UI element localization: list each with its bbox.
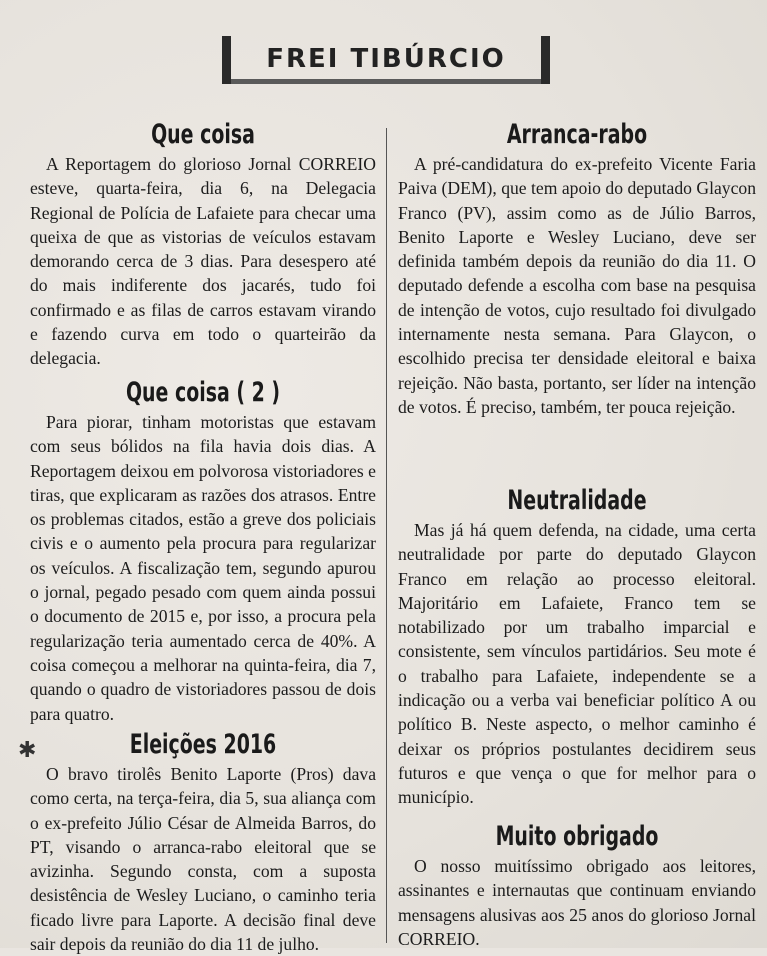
column-divider	[386, 128, 387, 943]
article-headline: Que coisa ( 2 )	[125, 377, 281, 408]
masthead-underline	[231, 79, 541, 84]
article-body: O bravo tirolês Benito Laporte (Pros) dava como certa, na terça-feira, dia 5, sua aliança com o ex-prefeito Júlio César de Almeida Barros, do PT, visando o arranca-rabo eleitoral que se avizinha. Segundo consta, com a suposta desistência de Wesley Luciano, o caminho teria ficado livre para Laporte. A decisão final deve sair depois da reunião do dia 11 de julho.	[30, 764, 376, 955]
masthead-bar-left	[222, 36, 231, 84]
article-neutralidade	[398, 484, 756, 810]
article-body: Mas já há quem defenda, na cidade, uma certa neutralidade por parte do deputado Glaycon Franco em relação ao processo eleitoral. Majoritário em Lafaiete, Franco tem se notabilizado por um trabalho imparcial e consistente, sem vínculos partidários. Seu mote é o trabalho para Lafaiete, independente se a indicação ou a verba vai beneficiar político A ou político B. Neste aspecto, o melhor caminho é deixar os próprios postulantes decidirem seus futuros e que vença o que for melhor para o município.	[398, 520, 756, 808]
article-eleicoes-2016	[30, 728, 376, 956]
article-headline: Neutralidade	[507, 485, 647, 516]
article-headline: Arranca-rabo	[506, 119, 648, 150]
masthead-bar-right	[541, 36, 550, 84]
article-body: A pré-candidatura do ex-prefeito Vicente Faria Paiva (DEM), que tem apoio do deputado Glaycon Franco (PV), assim como as de Júlio Barros, Benito Laporte e Wesley Luciano, deve ser definida também depois da reunião do dia 11. O deputado defende a escolha com base na pesquisa de intenção de votos, cujo resultado foi divulgado internamente nesta semana. Para Glaycon, o escolhido precisa ter densidade eleitoral e baixa rejeição. Não basta, portanto, ser líder na intenção de votos. É preciso, também, ter pouca rejeição.	[398, 154, 756, 417]
article-headline: Que coisa	[151, 119, 255, 150]
article-muito-obrigado	[398, 820, 756, 951]
article-que-coisa-2	[30, 376, 376, 726]
article-headline: Muito obrigado	[495, 821, 659, 852]
article-headline: Eleições 2016	[129, 729, 277, 760]
article-body: Para piorar, tinham motoristas que estavam com seus bólidos na fila havia dois dias. A Reportagem deixou em polvorosa vistoriadores e tiras, que explicaram as razões dos atrasos. Entre os problemas citados, estão a greve dos policiais civis e o aumento pela procura para regularizar os veículos. A fiscalização tem, segundo apurou o jornal, pegado pesado com quem ainda possui o documento de 2015 e, por isso, a procura pela regularização teria aumentado cerca de 40%. A coisa começou a melhorar na quinta-feira, dia 7, quando o quadro de vistoriadores passou de dois para quatro.	[30, 412, 376, 724]
column-title: FREI TIBÚRCIO	[266, 44, 506, 74]
article-body: A Reportagem do glorioso Jornal CORREIO esteve, quarta-feira, dia 6, na Delegacia Regional de Polícia de Lafaiete para checar uma queixa de que as vistorias de veículos estavam demorando cerca de 3 dias. Para desespero até do mais indiferente dos jacarés, tudo foi confirmado e as filas de carros estavam virando e fazendo curva em todo o quarteirão da delegacia.	[30, 154, 376, 369]
asterisk-mark-icon: ✱	[18, 738, 37, 763]
column-masthead	[222, 36, 550, 84]
article-arranca-rabo	[398, 118, 756, 419]
article-que-coisa	[30, 118, 376, 371]
article-body: O nosso muitíssimo obrigado aos leitores, assinantes e internautas que continuam enviando mensagens alusivas aos 25 anos do glorioso Jornal CORREIO.	[398, 856, 756, 949]
